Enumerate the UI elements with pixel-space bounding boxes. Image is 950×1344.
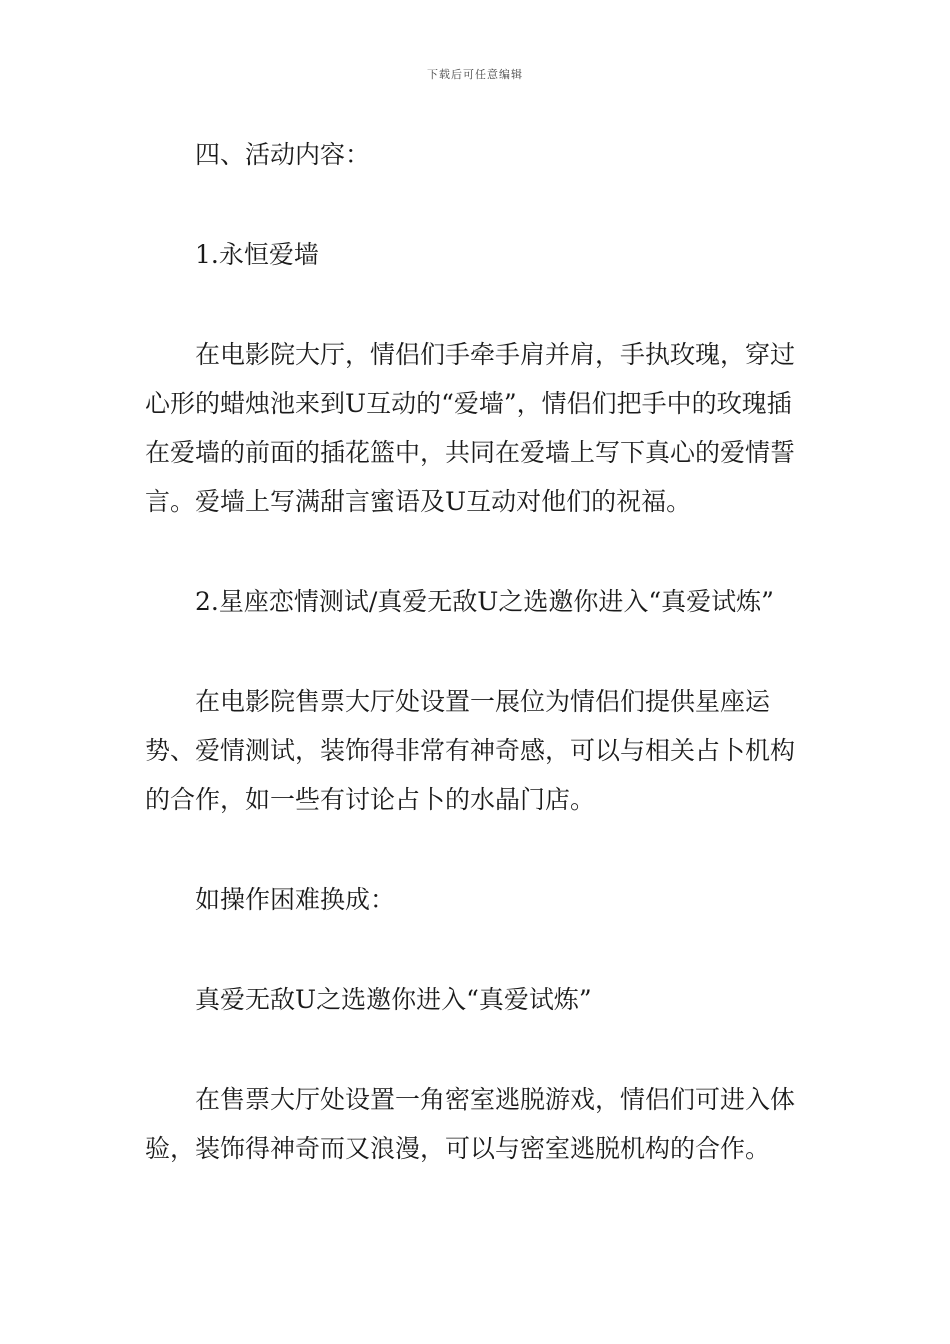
paragraph-gap [145, 626, 810, 677]
item1-title: 1.永恒爱墙 [195, 240, 319, 269]
alt-text: 在售票大厅处设置一角密室逃脱游戏，情侣们可进入体验，装饰得神奇而又浪漫，可以与密室逃脱机构的合作。 [145, 1085, 796, 1163]
header-note: 下载后可任意编辑 [427, 68, 523, 81]
alt-title: 真爱无敌U之选邀你进入“真爱试炼” [195, 985, 592, 1014]
paragraph-gap [145, 1024, 810, 1075]
paragraph-gap [145, 179, 810, 230]
item2-text: 在电影院售票大厅处设置一展位为情侣们提供星座运势、爱情测试，装饰得非常有神奇感，可以与相关占卜机构的合作，如一些有讨论占卜的水晶门店。 [145, 687, 796, 814]
paragraph-gap [145, 924, 810, 975]
paragraph-gap [145, 279, 810, 330]
item2-title: 2.星座恋情测试/真爱无敌U之选邀你进入“真爱试炼” [195, 587, 774, 616]
section-heading: 四、活动内容： [195, 140, 371, 169]
document-body [145, 130, 810, 1173]
item1-text: 在电影院大厅，情侣们手牵手肩并肩，手执玫瑰，穿过心形的蜡烛池来到U互动的“爱墙”，情侣们把手中的玫瑰插在爱墙的前面的插花篮中，共同在爱墙上写下真心的爱情誓言。爱墙上写满甜言蜜语及U互动对他们的祝福。 [145, 340, 796, 516]
alt-note: 如操作困难换成： [195, 885, 396, 914]
paragraph-gap [145, 526, 810, 577]
paragraph-gap [145, 824, 810, 875]
